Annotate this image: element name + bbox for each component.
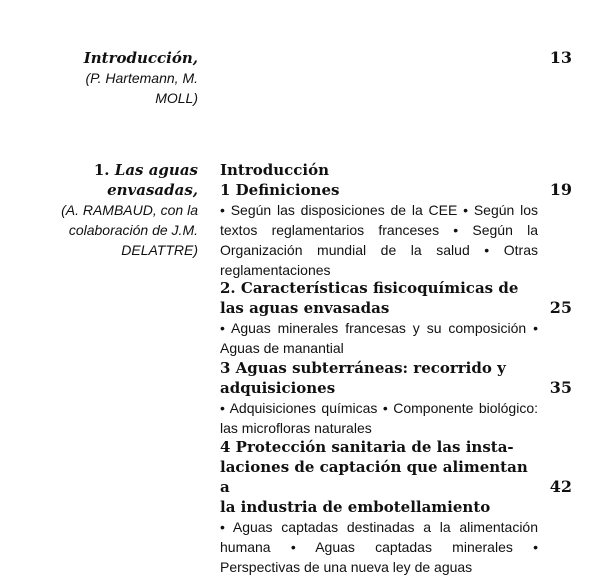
chapter-1-author-line-2: colaboración de J.M. [68,222,198,238]
chapter-1-entry [0,160,198,260]
section-1-description: • Según las disposiciones de la CEE • Según los textos reglamentarios franceses • Según la Organización mundial de la salud • Otras reglamentaciones [220,202,538,278]
chapter-1-title-text: Las aguas [114,161,198,179]
section-1 [220,180,538,280]
introduction-entry [0,48,198,108]
section-4-heading-line-1: 4 Protección sanitaria de las insta- [220,438,514,456]
section-4-heading-line-3: la industria de embotellamiento [220,498,491,516]
section-4-heading-line-2: laciones de captación que alimentan a [220,458,528,496]
section-3-description: • Adquisiciones químicas • Componente biológico: las microfloras naturales [220,400,538,436]
chapter-1-title-line-2: envasadas, [107,181,198,199]
section-2-description: • Aguas minerales francesas y su composición • Aguas de manantial [220,320,538,356]
chapter-1-title-line-1 [0,160,198,180]
chapter-1-author-line-3: DELATTRE) [121,242,198,258]
section-3-heading-line-1: 3 Aguas subterráneas: recorrido y [220,359,506,377]
section-4-description: • Aguas captadas destinadas a la alimentación humana • Aguas captadas minerales • Perspectivas de una nueva ley de aguas [220,519,538,575]
chapter-1-author-line-1: (A. RAMBAUD, con la [61,202,198,218]
section-4-page-number: 42 [549,477,572,496]
section-3-heading-line-2: adquisiciones [220,379,336,397]
section-1-page-number: 19 [549,180,572,199]
chapter-1-number: 1. [93,161,110,179]
section-2-heading-line-1: 2. Características fisicoquímicas de [220,279,519,297]
section-4 [220,437,538,577]
introduction-title: Introducción, [83,49,198,67]
section-2 [220,278,538,358]
section-3-page-number: 35 [549,378,572,397]
chapter-1-intro-heading: Introducción [220,161,330,179]
section-3 [220,358,538,438]
section-2-page-number: 25 [549,298,572,317]
section-1-heading: 1 Definiciones [220,181,340,199]
introduction-author-line-2: MOLL) [155,90,198,106]
introduction-page-number: 13 [549,48,572,67]
introduction-author-line-1: (P. Hartemann, M. [85,70,198,86]
section-2-heading-line-2: las aguas envasadas [220,299,390,317]
